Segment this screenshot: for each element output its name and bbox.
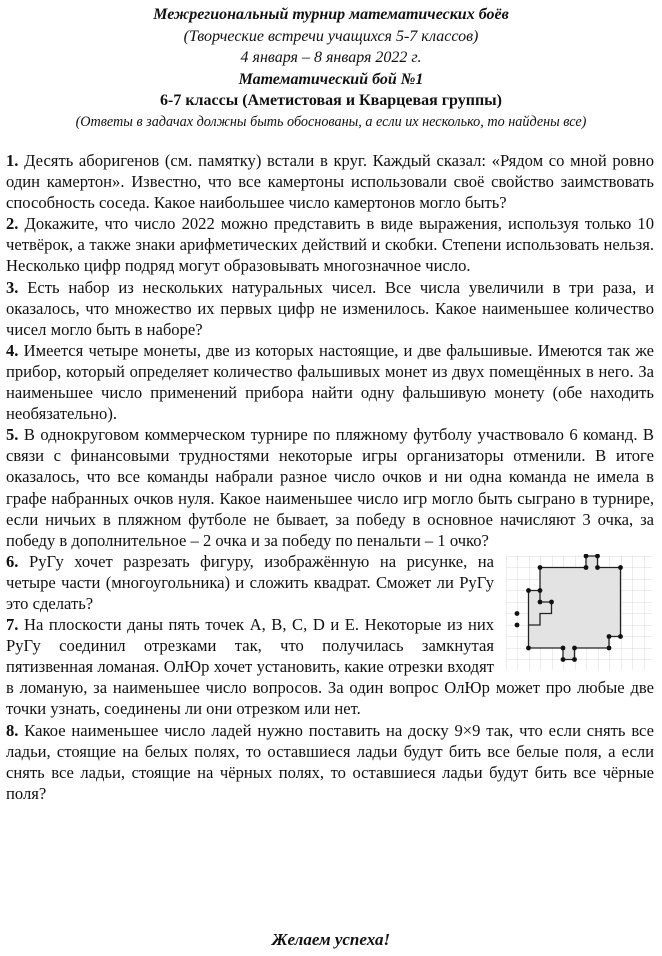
battle-title: Математический бой №1 xyxy=(238,70,424,88)
problem-6-figure xyxy=(504,554,654,672)
problem-text: Десять аборигенов (см. памятку) встали в круг. Каждый сказал: «Рядом со мной ровно один камертон». Известно, что все камертоны использовали своё свойство заимствовать способность соседа. Какое наибольшее число камертонов могло быть? xyxy=(6,151,654,213)
problem-text: В однокруговом коммерческом турнире по пляжному футболу участвовало 6 команд. В связи с финансовыми трудностями некоторые игры организаторы отменили. В итоге оказалось, что все команды набрали разное число очков и ни одна команда не имела в графе набранных очков нуля. Какое наименьшее число игр могло быть сыграно в турнире, если ничьих в пляжном футболе не бывает, за победу в основное начисляют 3 очка, за победу в дополнительное – 2 очка и за победу по пенальти – 1 очко? xyxy=(6,425,654,550)
problem-number: 3. xyxy=(6,277,19,297)
problem-text: Какое наименьшее число ладей нужно поставить на доску 9×9 так, что если снять все ладьи, стоящие на белых полях, то оставшиеся ладьи будут бить все белые поля, а если снять все ладьи, стоящие на чёрных полях, то оставшиеся ладьи будут бить все чёрные поля? xyxy=(6,720,654,803)
problem-number: 6. xyxy=(6,551,19,571)
tournament-dates: 4 января – 8 января 2022 г. xyxy=(240,49,422,66)
problem-number: 1. xyxy=(6,151,19,170)
grades-line: 6-7 классы (Аметистовая и Кварцевая группы) xyxy=(159,92,502,109)
problem-8 xyxy=(6,720,654,804)
problem-text: РуГу хочет разрезать фигуру, изображённую на рисунке, на четыре части (многоугольника) и сложить квадрат. Сможет ли РуГу это сделать? xyxy=(6,551,494,613)
problem-3 xyxy=(6,277,654,340)
problem-number: 5. xyxy=(6,425,19,445)
closing-wish: Желаем успеха! xyxy=(271,930,391,949)
problem-text: Есть набор из нескольких натуральных чисел. Все числа увеличили в три раза, и оказалось, что множество их первых цифр не изменилось. Какое наименьшее количество чисел могло быть в наборе? xyxy=(6,277,654,339)
problem-1 xyxy=(6,150,654,213)
problem-number: 7. xyxy=(6,615,19,635)
problem-5 xyxy=(6,424,654,551)
answers-note: (Ответы в задачах должны быть обоснованы, а если их несколько, то найдены все) xyxy=(75,113,587,130)
figure-outline xyxy=(529,556,621,660)
header xyxy=(0,0,662,133)
problem-number: 2. xyxy=(6,214,19,234)
tournament-subtitle: (Творческие встречи учащихся 5-7 классов) xyxy=(183,27,479,45)
tournament-title: Межрегиональный турнир математических боёв xyxy=(153,6,509,23)
problem-list xyxy=(6,150,654,804)
problem-text: Имеется четыре монеты, две из которых настоящие, и две фальшивые. Имеются так же прибор, который определяет количество фальшивых монет из двух помещённых в него. За наименьшее число применений прибора найти одну фальшивую монету (обе находить необязательно). xyxy=(6,340,654,424)
problem-number: 4. xyxy=(6,340,19,360)
problem-text: На плоскости даны пять точек A, B, C, D и E. Некоторые из них РуГу соединил отрезками так, что получилась замкнутая пятизвенная ломаная. ОлЮр хочет установить, какие отрезки входят в ломаную, за наименьшее число вопросов. За один вопрос ОлЮр может про любые две точки узнать, соединены ли они отрезком или нет. xyxy=(6,615,654,719)
problem-number: 8. xyxy=(6,720,19,740)
problem-2 xyxy=(6,213,654,276)
problem-text: Докажите, что число 2022 можно представить в виде выражения, используя только 10 четвёрок, а также знаки арифметических действий и скобки. Степени использовать нельзя. Несколько цифр подряд могут образовывать многозначное число. xyxy=(6,214,654,276)
problem-4 xyxy=(6,340,654,424)
